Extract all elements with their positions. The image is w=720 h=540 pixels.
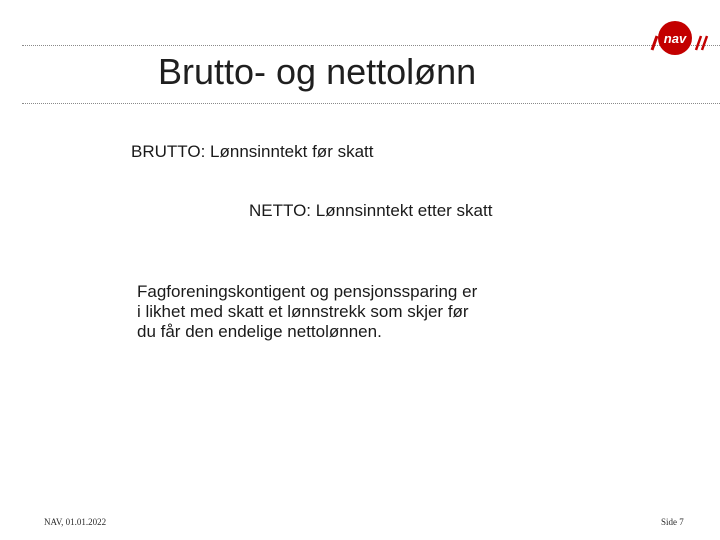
nav-logo-icon bbox=[648, 14, 710, 58]
title-divider bbox=[22, 103, 720, 104]
netto-definition: NETTO: Lønnsinntekt etter skatt bbox=[249, 201, 493, 220]
brutto-definition: BRUTTO: Lønnsinntekt før skatt bbox=[131, 142, 374, 161]
svg-text:nav: nav bbox=[663, 31, 687, 46]
top-divider bbox=[22, 45, 720, 46]
footer-page-number: Side 7 bbox=[661, 517, 684, 527]
paragraph-line: du får den endelige nettolønnen. bbox=[137, 322, 382, 341]
paragraph-line: i likhet med skatt et lønnstrekk som skjer før bbox=[137, 302, 469, 321]
deductions-paragraph bbox=[137, 282, 537, 342]
footer-date: NAV, 01.01.2022 bbox=[44, 517, 107, 527]
paragraph-line: Fagforeningskontigent og pensjonssparing er bbox=[137, 282, 478, 301]
slide-title: Brutto- og nettolønn bbox=[158, 51, 477, 92]
